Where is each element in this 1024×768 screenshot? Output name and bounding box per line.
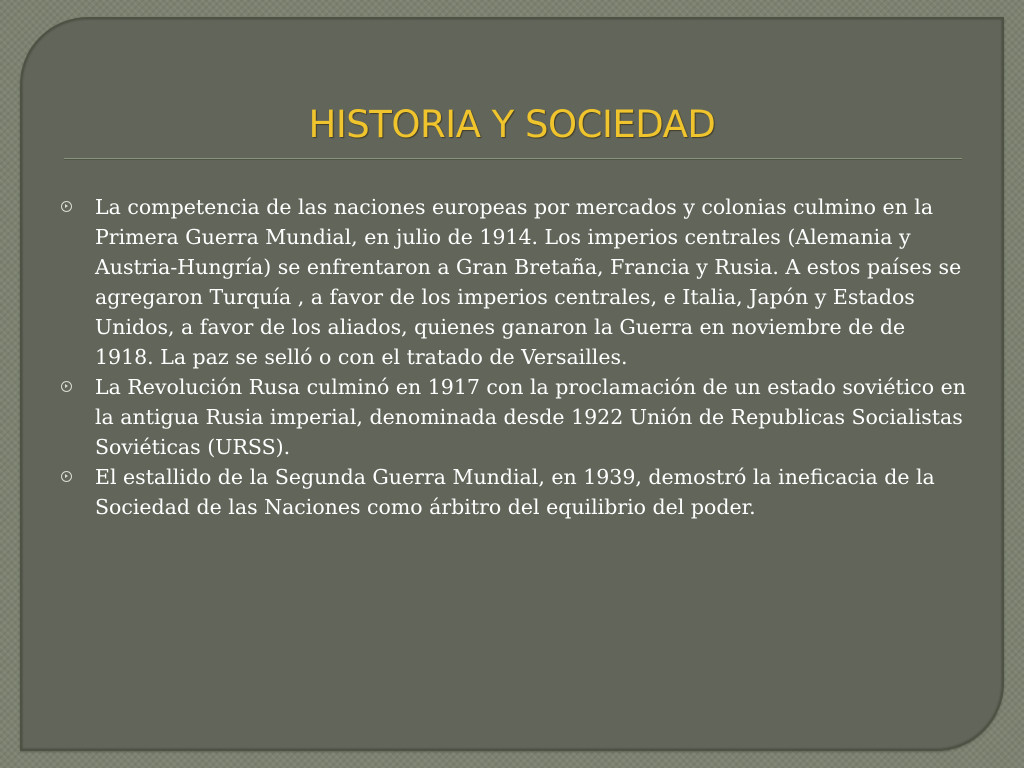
circled-arrow-bullet-icon xyxy=(61,471,72,482)
bullet-list xyxy=(59,192,969,522)
circled-arrow-bullet-icon xyxy=(61,381,72,392)
bullet-text: La competencia de las naciones europeas por mercados y colonias culmino en la Primera Guerra Mundial, en julio de 1914. Los imperios centrales (Alemania y Austria-Hungría) se enfrentaron a Gran Bretaña, Francia y Rusia. A estos países se agregaron Turquía , a favor de los imperios centrales, e Italia, Japón y Estados Unidos, a favor de los aliados, quienes ganaron la Guerra en noviembre de de 1918. La paz se selló o con el tratado de Versailles. xyxy=(95,195,962,369)
circled-arrow-bullet-icon xyxy=(61,201,72,212)
title-divider xyxy=(64,158,962,160)
bullet-text: La Revolución Rusa culminó en 1917 con la proclamación de un estado soviético en la antigua Rusia imperial, denominada desde 1922 Unión de Republicas Socialistas Soviéticas (URSS). xyxy=(95,375,966,459)
bullet-item xyxy=(59,462,969,522)
bullet-item xyxy=(59,372,969,462)
slide-content xyxy=(59,192,969,522)
bullet-item xyxy=(59,192,969,372)
slide-title: HISTORIA Y SOCIEDAD xyxy=(308,103,716,146)
bullet-text: El estallido de la Segunda Guerra Mundial, en 1939, demostró la ineficacia de la Sociedad de las Naciones como árbitro del equilibrio del poder. xyxy=(95,465,935,519)
